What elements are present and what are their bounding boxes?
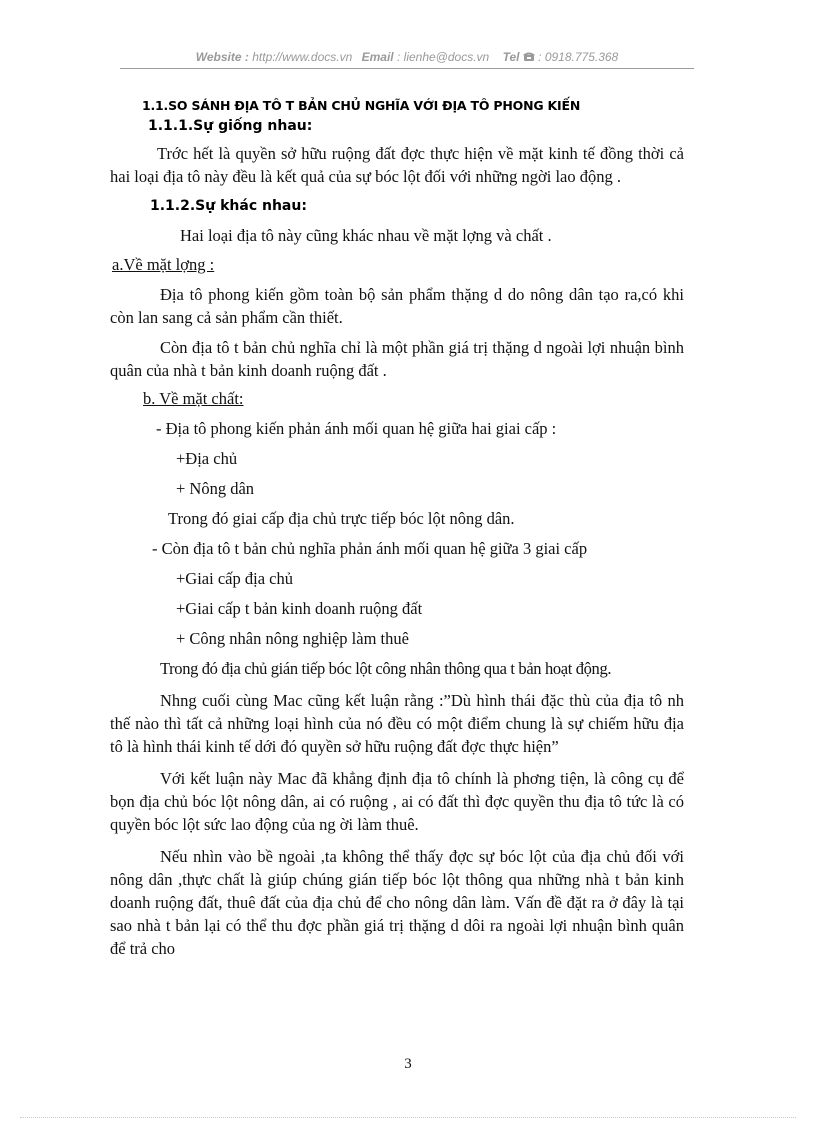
bullet-capitalist-class: +Giai cấp t bản kinh doanh ruộng đất	[176, 599, 423, 618]
website-label: Website :	[195, 50, 249, 64]
email-label: Email	[361, 50, 394, 64]
email-value[interactable]: : lienhe@docs.vn	[396, 50, 490, 64]
website-url[interactable]: http://www.docs.vn	[252, 50, 353, 64]
heading-similarities: 1.1.1.Sự giống nhau:	[148, 118, 313, 134]
subheading-quantity-text: a.Về mặt lợng :	[112, 255, 215, 274]
bullet-peasant: + Nông dân	[176, 479, 255, 498]
heading-differences-text: 1.1.2.Sự khác nhau:	[150, 198, 307, 214]
bullet-landlord: +Địa chủ	[176, 449, 238, 468]
tel-label: Tel	[502, 50, 520, 64]
bullet-capitalist-relation: - Còn địa tô t bản chủ nghĩa phản ánh mối quan hệ giữa 3 giai cấp	[152, 539, 588, 558]
subheading-quantity	[112, 253, 684, 276]
tel-value: : 0918.775.368	[538, 50, 619, 64]
bullet-landlord-class: +Giai cấp địa chủ	[176, 569, 293, 588]
paragraph-feudal-exploitation: Trong đó giai cấp địa chủ trực tiếp bóc lột nông dân.	[168, 509, 515, 528]
section-title: 1.1.SO SÁNH ĐỊA TÔ T BẢN CHỦ NGHĨA VỚI ĐỊA TÔ PHONG KIẾN	[142, 98, 581, 113]
paragraph-rent-as-tool: Với kết luận này Mac đã khẳng định địa tô chính là phơng tiện, là công cụ để bọn địa chủ bóc lột nông dân, ai có ruộng , ai có đất thì đợc quyền thu địa tô tức là có quyền bóc lột sức lao động của ng ời làm thuê.	[110, 769, 684, 834]
bullet-workers: + Công nhân nông nghiệp làm thuê	[176, 629, 409, 648]
paragraph-marx-conclusion: Nhng cuối cùng Mac cũng kết luận rằng :”Dù hình thái đặc thù của địa tô nh thế nào thì tất cả những loại hình của nó đều có một điểm chung là sự chiếm hữu địa tô là hình thái kinh tế dới đó quyền sở hữu ruộng đất đợc thực hiện”	[110, 691, 684, 756]
page-number: 3	[404, 1056, 412, 1072]
paragraph-appearance: Nếu nhìn vào bề ngoài ,ta không thể thấy đợc sự bóc lột của địa chủ đối với nông dân ,thực chất là giúp chúng gián tiếp bóc lột thông qua những nhà t bản kinh doanh ruộng đất, thuê đất của địa chủ để cho nông dân làm. Vấn đề đặt ra ở đây là tại sao nhà t bản lại có thể thu đợc phần giá trị thặng d dôi ra ngoài lợi nhuận bình quân để trả cho	[110, 847, 684, 958]
page-header	[120, 48, 694, 69]
paragraph-quantity-capitalist: Còn địa tô t bản chủ nghĩa chỉ là một phần giá trị thặng d ngoài lợi nhuận bình quân của nhà t bản kinh doanh ruộng đất .	[110, 338, 684, 380]
bullet-feudal-relation: - Địa tô phong kiến phản ánh mối quan hệ giữa hai giai cấp :	[156, 419, 557, 438]
paragraph-differences: Hai loại địa tô này cũng khác nhau về mặt lợng và chất .	[180, 226, 552, 245]
paragraph-indirect-exploitation: Trong đó địa chủ gián tiếp bóc lột công nhân thông qua t bản hoạt động.	[160, 659, 612, 678]
subheading-quality	[143, 387, 684, 410]
document-body	[110, 98, 684, 960]
subheading-quality-text: b. Về mặt chất:	[143, 389, 244, 408]
bottom-divider	[20, 1117, 796, 1118]
paragraph-quantity-feudal: Địa tô phong kiến gồm toàn bộ sản phẩm thặng d do nông dân tạo ra,có khi còn lan sang cả sản phẩm cần thiết.	[110, 285, 684, 327]
paragraph-similarities: Trớc hết là quyền sở hữu ruộng đất đợc thực hiện về mặt kinh tế đồng thời cả hai loại địa tô này đều là kết quả của sự bóc lột đối với những ngời lao động .	[110, 144, 684, 186]
phone-icon	[523, 51, 535, 62]
